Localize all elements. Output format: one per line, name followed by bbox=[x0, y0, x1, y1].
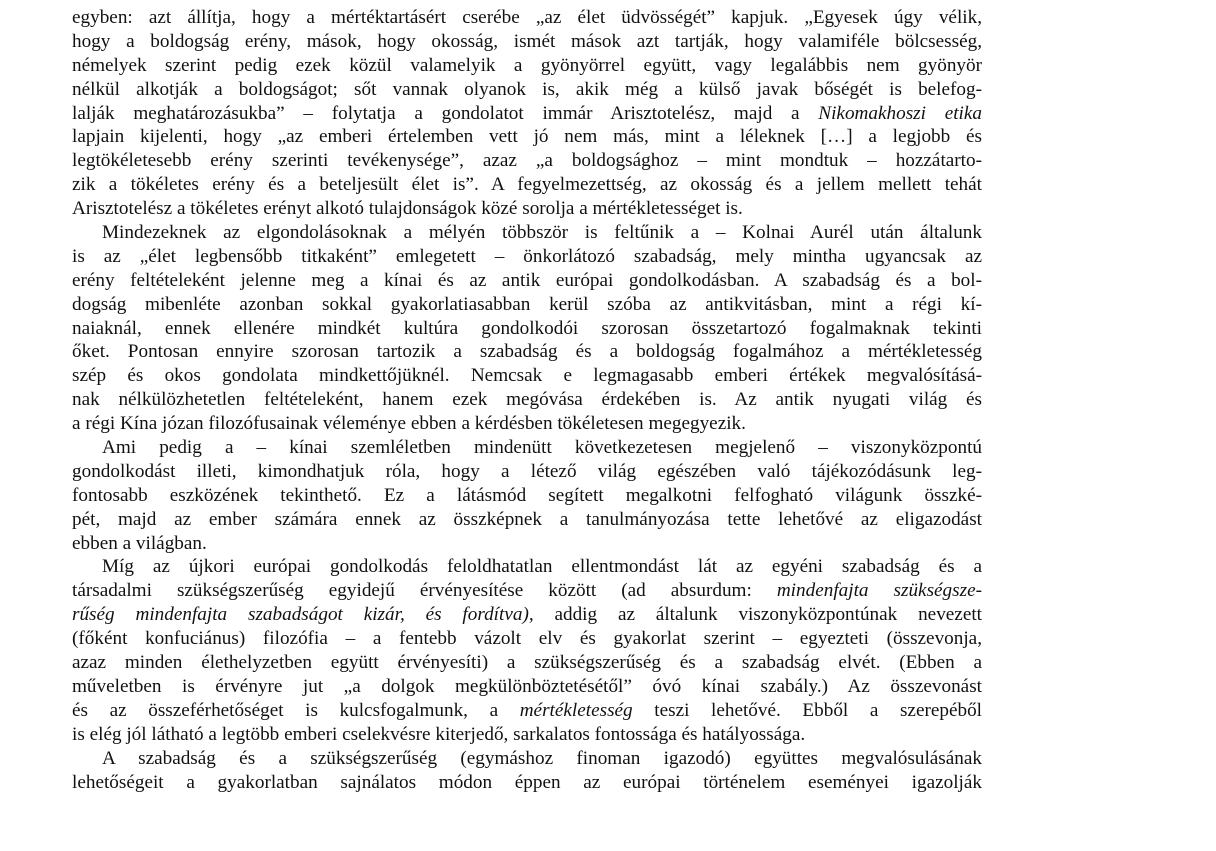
text-segment: nak nélkülözhetetlen feltételeként, hanem ezek megóvása érdekében is. Az antik nyugati világ és bbox=[72, 389, 982, 411]
text-line bbox=[72, 317, 982, 341]
italic-text: rűség mindenfajta szabadságot kizár, és fordítva), bbox=[72, 604, 534, 626]
paragraph-first-line bbox=[72, 555, 982, 579]
italic-text: Nikomakhoszi etika bbox=[818, 102, 982, 124]
text-segment: Arisztotelész a tökéletes erényt alkotó tulajdonságok közé sorolja a mértékletességet is. bbox=[72, 198, 743, 220]
text-line bbox=[72, 173, 982, 197]
text-segment: nélkül alkotják a boldogságot; sőt vannak olyanok is, akik még a külső javak bőségét is belefog- bbox=[72, 78, 982, 100]
text-line bbox=[72, 412, 982, 436]
text-line bbox=[72, 293, 982, 317]
text-segment: Míg az újkori európai gondolkodás feloldhatatlan ellentmondást lát az egyéni szabadság és a bbox=[102, 556, 982, 578]
text-segment: hogy a boldogság erény, mások, hogy okosság, ismét mások azt tartják, hogy valamiféle bölcsesség, bbox=[72, 30, 982, 52]
text-line bbox=[72, 149, 982, 173]
text-line bbox=[72, 102, 982, 126]
text-line bbox=[72, 54, 982, 78]
text-line bbox=[72, 6, 982, 30]
text-line bbox=[72, 723, 982, 747]
text-segment: szép és okos gondolata mindkettőjüknél. Nemcsak e legmagasabb emberi értékek megvalósításá- bbox=[72, 365, 982, 387]
text-line bbox=[72, 651, 982, 675]
text-line bbox=[72, 579, 982, 603]
text-segment: azaz minden élethelyzetben együtt érvényesíti) a szükségszerűség és a szabadság elvét. (Ebben a bbox=[72, 652, 982, 674]
text-line bbox=[72, 364, 982, 388]
text-segment: zik a tökéletes erény és a beteljesült élet is”. A fegyelmezettség, az okosság és a jellem mellett tehát bbox=[72, 174, 982, 196]
paragraph-first-line bbox=[72, 436, 982, 460]
text-segment: és az összeférhetőséget is kulcsfogalmunk, a bbox=[72, 699, 520, 721]
text-line bbox=[72, 30, 982, 54]
text-line bbox=[72, 460, 982, 484]
text-line bbox=[72, 197, 982, 221]
text-segment: lalják meghatározásukba” – folytatja a gondolatot immár Arisztotelész, majd a bbox=[72, 102, 819, 124]
text-segment: erény feltételeként jelenne meg a kínai és az antik európai gondolkodásban. A szabadság és a bol- bbox=[72, 269, 982, 291]
paragraph-first-line bbox=[72, 747, 982, 771]
text-line bbox=[72, 627, 982, 651]
text-line bbox=[72, 125, 982, 149]
text-line bbox=[72, 269, 982, 293]
text-line bbox=[72, 245, 982, 269]
text-segment: dogság mibenléte azonban sokkal gyakorlatiasabban kerül szóba az antikvitásban, mint a régi kí- bbox=[72, 293, 982, 315]
text-segment: gondolkodást illeti, kimondhatjuk róla, hogy a létező világ egészében való tájékozódásunk leg- bbox=[72, 460, 982, 482]
italic-text: mértékletesség bbox=[519, 699, 633, 721]
text-segment: műveletben is érvényre jut „a dolgok megkülönböztetésétől” óvó kínai szabály.) Az összevonást bbox=[72, 675, 982, 697]
text-line bbox=[72, 771, 982, 795]
text-segment: társadalmi szükségszerűség egyidejű érvényesítése között (ad absurdum: bbox=[72, 580, 777, 602]
text-segment: lehetőségeit a gyakorlatban sajnálatos módon éppen az európai történelem eseményei igazolják bbox=[72, 771, 982, 793]
text-segment: a régi Kína józan filozófusainak véleménye ebben a kérdésben tökéletesen megegyezik. bbox=[72, 413, 746, 435]
text-segment: naiaknál, ennek ellenére mindkét kultúra gondolkodói szorosan összetartozó fogalmaknak tekinti bbox=[72, 317, 982, 339]
text-segment: legtökéletesebb erény szerinti tevékenysége”, azaz „a boldogsághoz – mint mondtuk – hozzátarto- bbox=[72, 150, 982, 172]
paragraph-first-line bbox=[72, 221, 982, 245]
text-segment: A szabadság és a szükségszerűség (egymáshoz finoman igazodó) együttes megvalósulásának bbox=[102, 747, 982, 769]
text-segment: is az „élet legbensőbb titkaként” emlegetett – önkorlátozó szabadság, mely mintha ugyancsak az bbox=[72, 245, 982, 267]
text-line bbox=[72, 78, 982, 102]
text-segment: ebben a világban. bbox=[72, 532, 207, 554]
text-segment: pét, majd az ember számára ennek az összképnek a tanulmányozása tette lehetővé az eligazodást bbox=[72, 508, 982, 530]
text-segment: Mindezeknek az elgondolásoknak a mélyén többször is feltűnik a – Kolnai Aurél után általunk bbox=[102, 222, 982, 244]
text-line bbox=[72, 388, 982, 412]
text-line bbox=[72, 340, 982, 364]
document-page bbox=[72, 6, 982, 794]
text-line bbox=[72, 484, 982, 508]
text-line bbox=[72, 603, 982, 627]
text-segment: Ami pedig a – kínai szemléletben mindenütt következetesen megjelenő – viszonyközpontú bbox=[102, 437, 982, 459]
text-line bbox=[72, 699, 982, 723]
text-line bbox=[72, 675, 982, 699]
text-segment: is elég jól látható a legtöbb emberi cselekvésre kiterjedő, sarkalatos fontossága és hatályossága. bbox=[72, 723, 806, 745]
text-segment: fontosabb eszközének tekinthető. Ez a látásmód segített megalkotni felfogható világunk összké- bbox=[72, 484, 982, 506]
text-segment: (főként konfuciánus) filozófia – a fentebb vázolt elv és gyakorlat szerint – egyezteti (összevonja, bbox=[72, 628, 982, 650]
text-segment: addig az általunk viszonyközpontúnak nevezett bbox=[533, 604, 983, 626]
italic-text: mindenfajta szükségsze- bbox=[776, 580, 982, 602]
text-segment: őket. Pontosan ennyire szorosan tartozik a szabadság és a boldogság fogalmához a mértékletesség bbox=[72, 341, 982, 363]
text-segment: egyben: azt állítja, hogy a mértéktartásért cserébe „az élet üdvösségét” kapjuk. „Egyesek úgy vélik, bbox=[72, 7, 982, 28]
text-segment: némelyek szerint pedig ezek közül valamelyik a gyönyörrel együtt, vagy legalábbis nem gyönyör bbox=[72, 54, 982, 76]
text-segment: teszi lehetővé. Ebből a szerepéből bbox=[632, 699, 983, 721]
text-line bbox=[72, 532, 982, 556]
text-segment: lapjain kijelenti, hogy „az emberi értelemben vett jó nem más, mint a léleknek […] a legjobb és bbox=[72, 126, 982, 148]
text-line bbox=[72, 508, 982, 532]
